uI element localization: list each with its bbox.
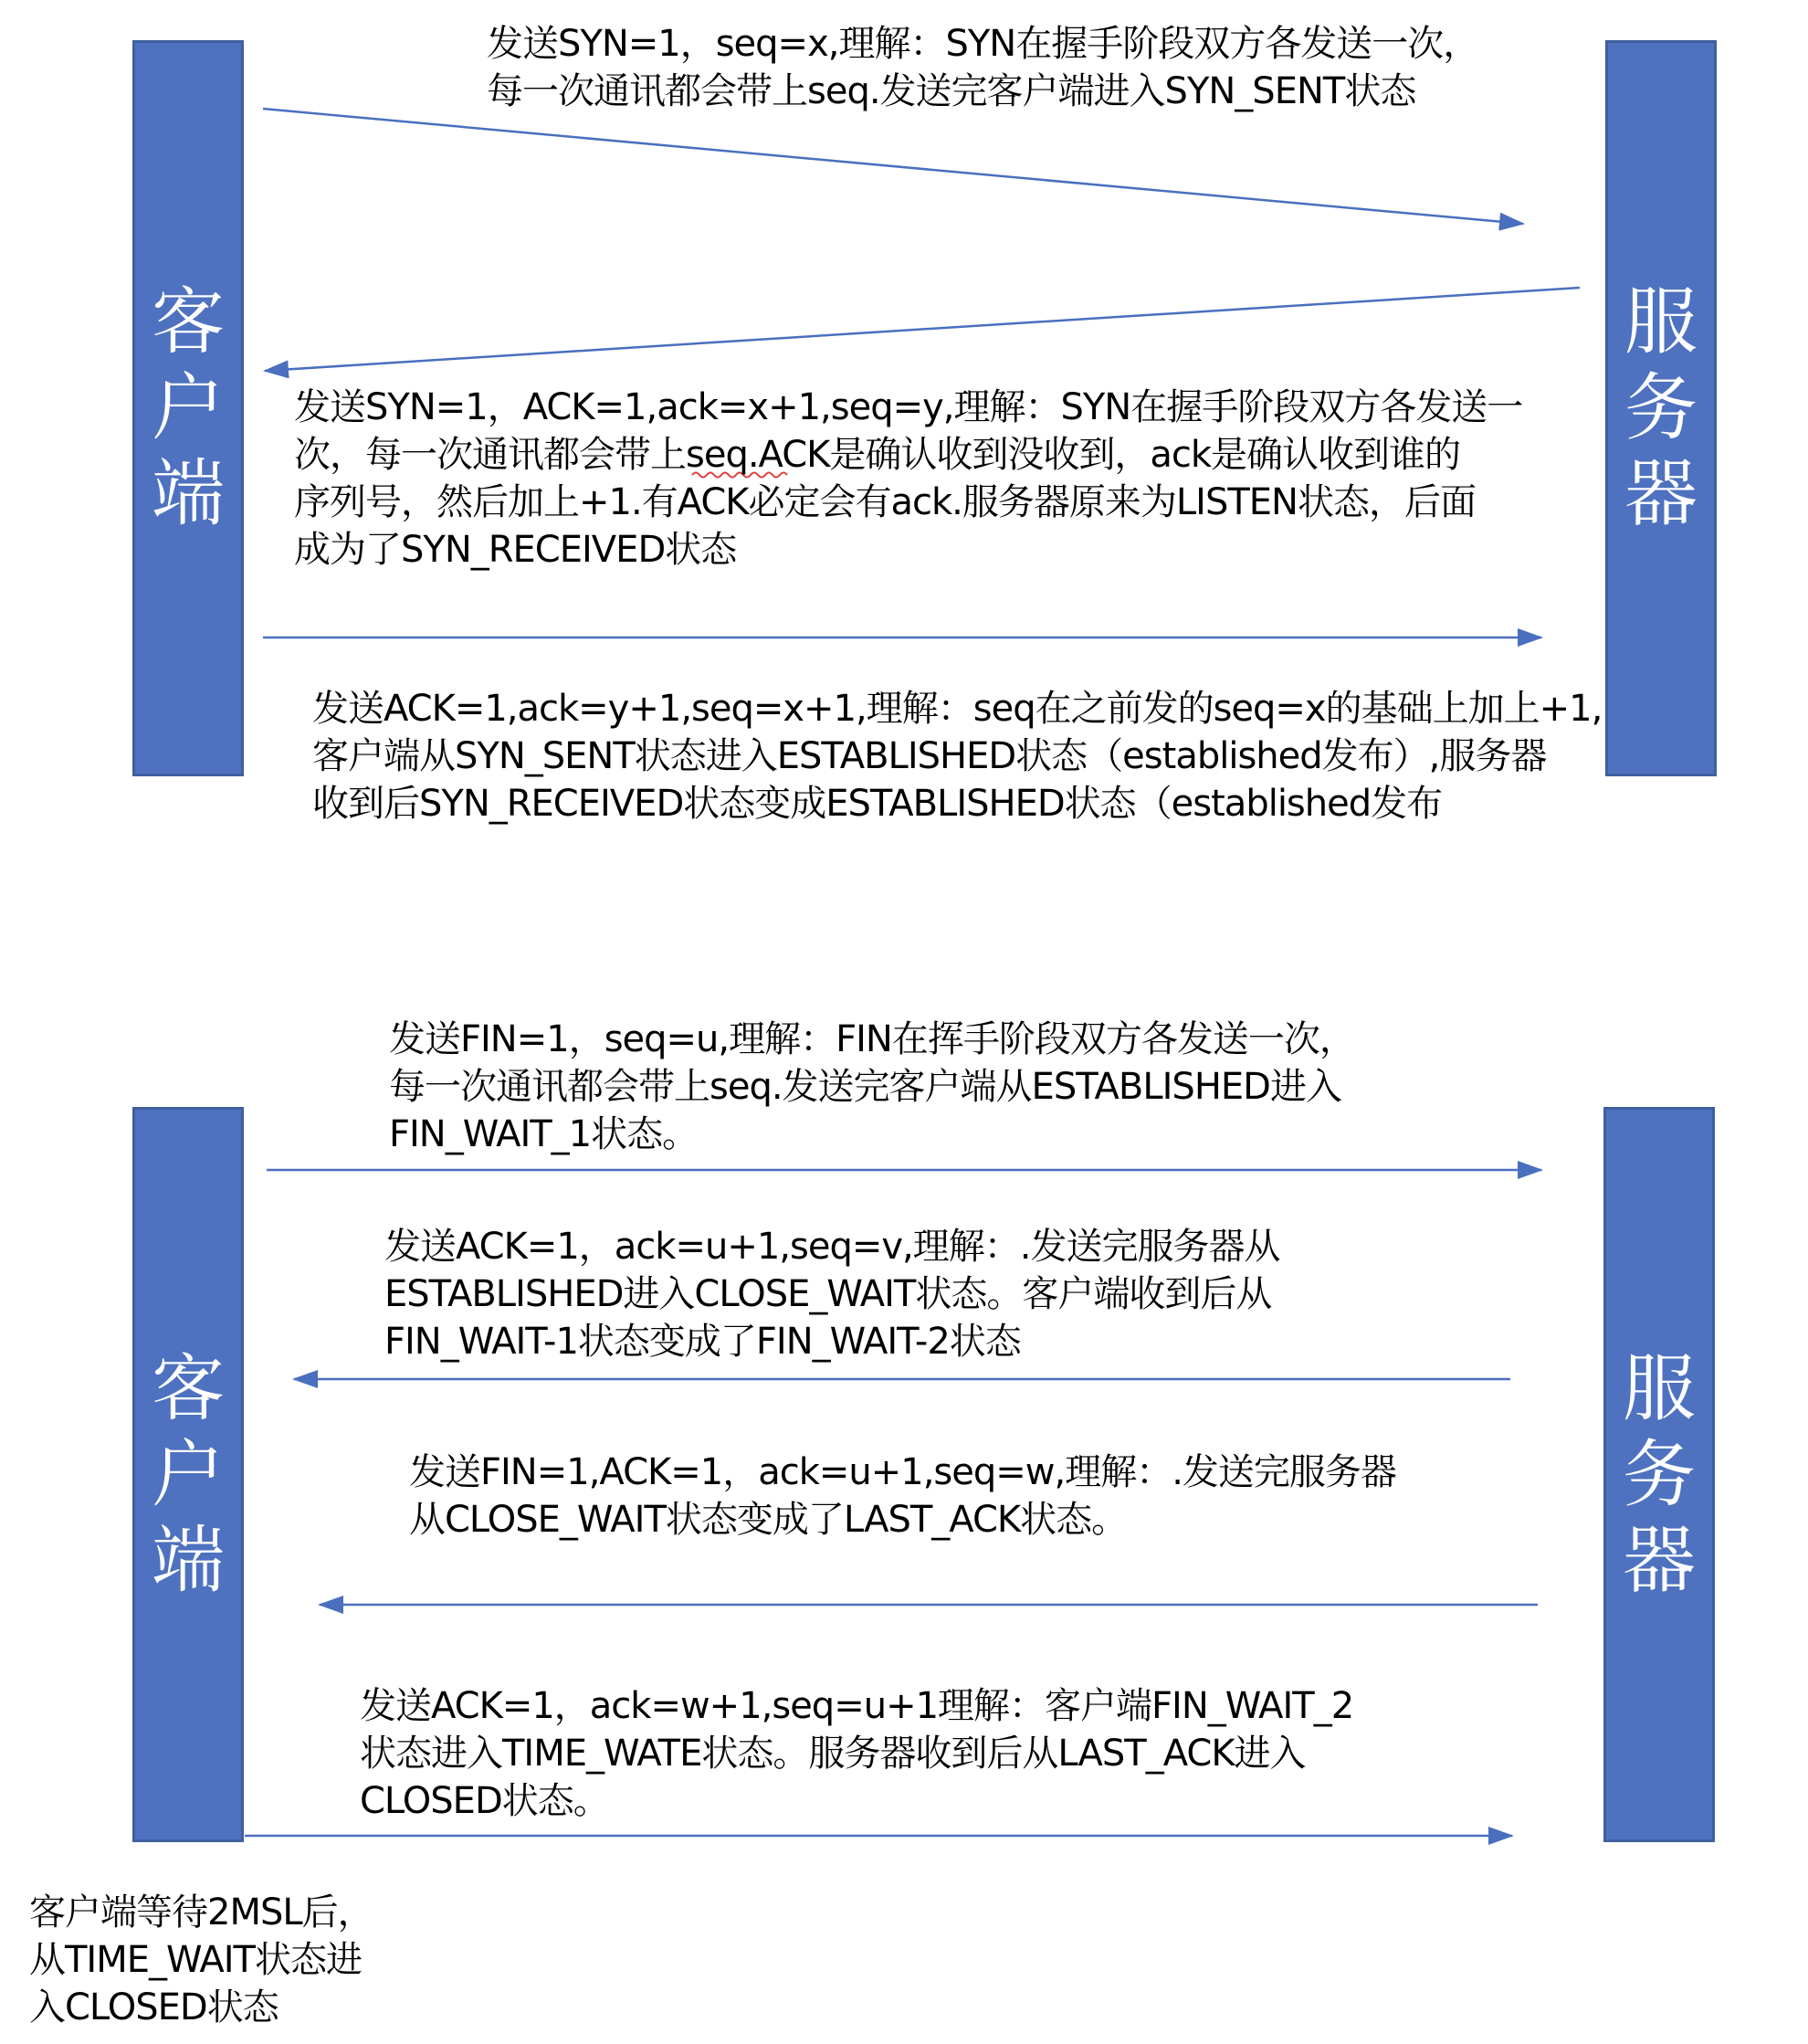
handshake-arrow-2 [265, 288, 1580, 371]
handshake-msg-3: 发送ACK=1,ack=y+1,seq=x+1,理解：seq在之前发的seq=x的基础上加上+1, 客户端从SYN_SENT状态进入ESTABLISHED状态（established发布）,服务器 收到后SYN_RECEIVED状态变成ESTABLISHED状态（established发布 [312, 688, 1603, 825]
handshake-msg-1: 发送SYN=1，seq=x,理解：SYN在握手阶段双方各发送一次， 每一次通讯都会带上seq.发送完客户端进入SYN_SENT状态 [487, 23, 1479, 112]
handshake-server-label: 服务器 [1624, 279, 1698, 536]
wave-server-label: 服务器 [1623, 1345, 1696, 1603]
footnote-text: 客户端等待2MSL后， 从TIME_WAIT状态进 入CLOSED状态 [29, 1891, 373, 2028]
handshake-msg-2: 发送SYN=1，ACK=1,ack=x+1,seq=y,理解：SYN在握手阶段双方各发送一 次，每一次通讯都会带上seq.ACK是确认收到没收到，ack是确认收到谁的 序列号，然后加上+1.有ACK必定会有ack.服务器原来为LISTEN状态，后面 成为了SYN_RECEIVED状态 [294, 386, 1523, 571]
wave-msg-4: 发送ACK=1，ack=w+1,seq=u+1理解：客户端FIN_WAIT_2 状态进入TIME_WATE状态。服务器收到后从LAST_ACK进入 CLOSED状态。 [360, 1685, 1354, 1822]
wave-msg-3: 发送FIN=1,ACK=1，ack=u+1,seq=w,理解：.发送完服务器 从CLOSE_WAIT状态变成了LAST_ACK状态。 [409, 1451, 1396, 1541]
handshake-arrow-1 [263, 109, 1523, 224]
handshake-client-label: 客户端 [152, 279, 225, 536]
wave-msg-2: 发送ACK=1，ack=u+1,seq=v,理解：.发送完服务器从 ESTABLISHED进入CLOSE_WAIT状态。客户端收到后从 FIN_WAIT-1状态变成了FIN_WAIT-2状态 [384, 1226, 1280, 1363]
wave-client-label: 客户端 [152, 1345, 225, 1603]
wave-msg-1: 发送FIN=1，seq=u,理解：FIN在挥手阶段双方各发送一次， 每一次通讯都会带上seq.发送完客户端从ESTABLISHED进入 FIN_WAIT_1状态。 [389, 1018, 1355, 1155]
